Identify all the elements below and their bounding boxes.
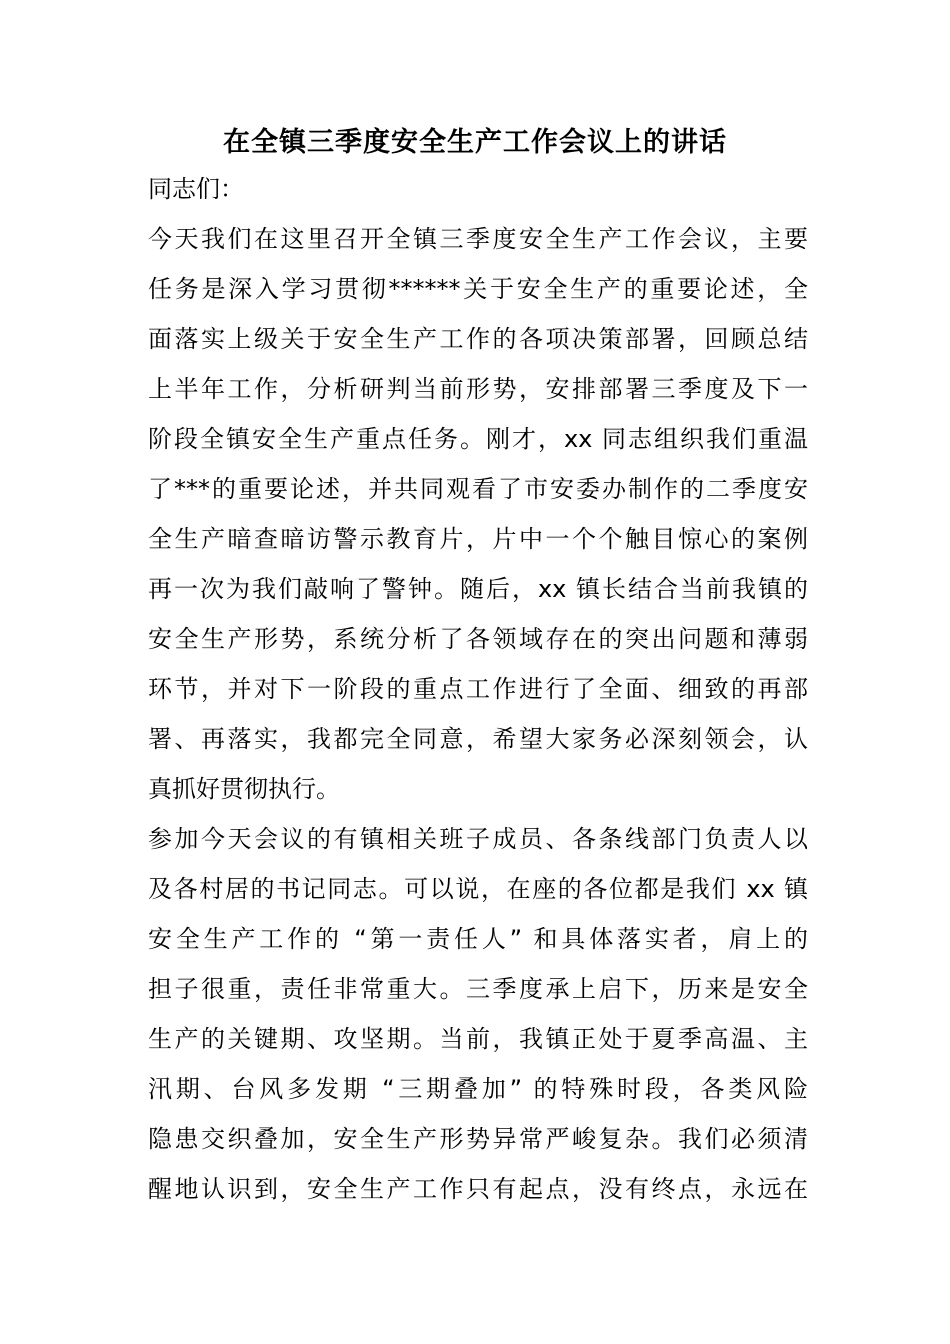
paragraph-1-line: 阶段全镇安全生产重点任务。刚才，xx 同志组织我们重温 (148, 425, 808, 453)
paragraph-2-line: 汛期、台风多发期 “三期叠加” 的特殊时段，各类风险 (148, 1075, 808, 1103)
paragraph-2-line: 醒地认识到，安全生产工作只有起点，没有终点，永远在 (148, 1175, 808, 1203)
paragraph-1-line: 署、再落实，我都完全同意，希望大家务必深刻领会，认 (148, 725, 808, 753)
paragraph-1-line: 任务是深入学习贯彻******关于安全生产的重要论述，全 (148, 275, 808, 303)
paragraph-2-line: 担子很重，责任非常重大。三季度承上启下，历来是安全 (148, 975, 808, 1003)
document-title: 在全镇三季度安全生产工作会议上的讲话 (223, 127, 727, 158)
paragraph-1-line: 上半年工作，分析研判当前形势，安排部署三季度及下一 (148, 375, 808, 403)
paragraph-1-line: 今天我们在这里召开全镇三季度安全生产工作会议，主要 (148, 225, 808, 253)
paragraph-1-line: 面落实上级关于安全生产工作的各项决策部署，回顾总结 (148, 325, 808, 353)
salutation: 同志们： (148, 175, 244, 203)
paragraph-2-line: 参加今天会议的有镇相关班子成员、各条线部门负责人以 (148, 825, 808, 853)
paragraph-2-line: 隐患交织叠加，安全生产形势异常严峻复杂。我们必须清 (148, 1125, 808, 1153)
paragraph-1-line: 安全生产形势，系统分析了各领域存在的突出问题和薄弱 (148, 625, 808, 653)
paragraph-2-line: 生产的关键期、攻坚期。当前，我镇正处于夏季高温、主 (148, 1025, 808, 1053)
paragraph-2-line: 安全生产工作的 “第一责任人” 和具体落实者，肩上的 (148, 925, 808, 953)
paragraph-1-line: 再一次为我们敲响了警钟。随后，xx 镇长结合当前我镇的 (148, 575, 808, 603)
paragraph-1-line: 环节，并对下一阶段的重点工作进行了全面、细致的再部 (148, 675, 808, 703)
paragraph-1-line: 真抓好贯彻执行。 (148, 775, 340, 803)
paragraph-2-line: 及各村居的书记同志。可以说，在座的各位都是我们 xx 镇 (148, 875, 808, 903)
paragraph-1-line: 全生产暗查暗访警示教育片，片中一个个触目惊心的案例 (148, 525, 808, 553)
paragraph-1-line: 了***的重要论述，并共同观看了市安委办制作的二季度安 (148, 475, 808, 503)
